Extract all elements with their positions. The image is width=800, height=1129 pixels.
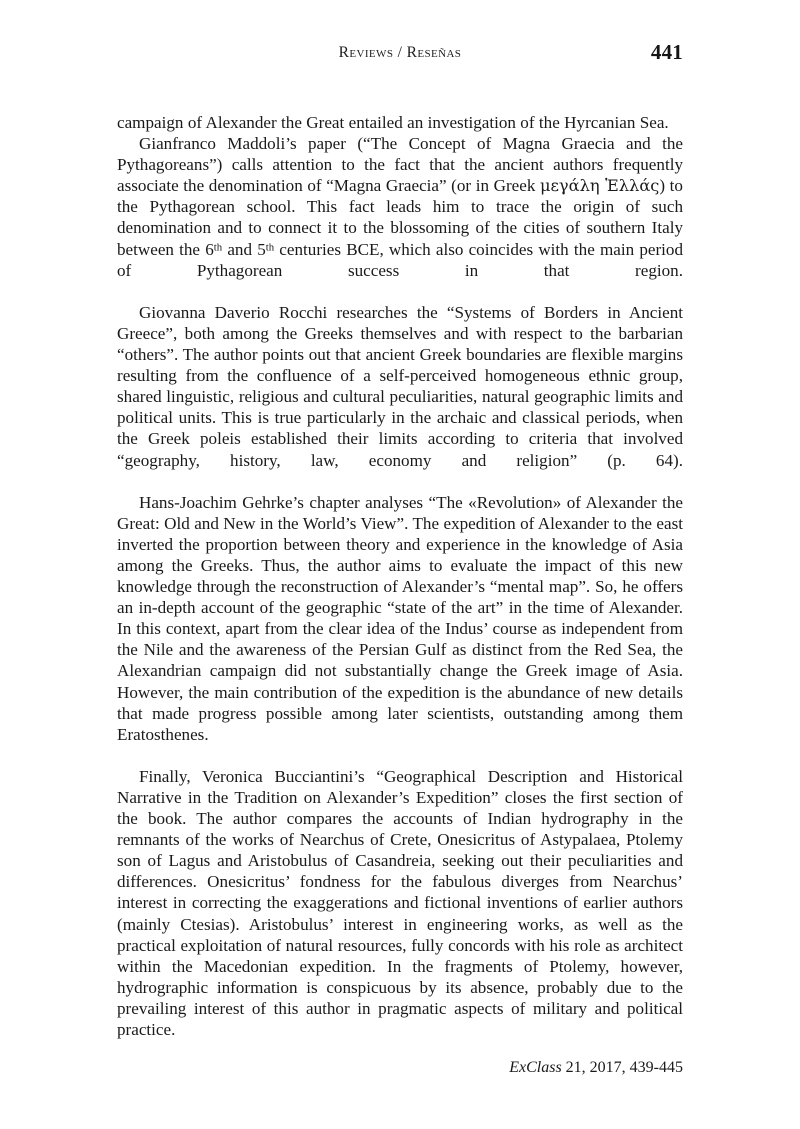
paragraph-gehrke: Hans-Joachim Gehrke’s chapter analyses “The «Revolution» of Alexander the Great: Old and New in the World’s View”. The expedition of Alexander to the east inverted the proportion between theory and experience in the knowledge of Asia among the Greeks. Thus, the author aims to evaluate the impact of this new knowledge through the reconstruction of Alexander’s “mental map”. So, he offers an in-depth account of the geographic “state of the art” in the time of Alexander. In this context, apart from the clear idea of the Indus’ course as independent from the Nile and the awareness of the Persian Gulf as distinct from the Red Sea, the Alexandrian campaign did not substantially change the Greek image of Asia. However, the main contribution of the expedition is the abundance of new details that made progress possible among later scientists, outstanding among them Eratosthenes.: [117, 492, 683, 744]
greek-phrase: μεγάλη Ἑλλάς: [539, 176, 660, 196]
paragraph-bucciantini: Finally, Veronica Bucciantini’s “Geographical Description and Historical Narrative in the Tradition on Alexander’s Expedition” closes the first section of the book. The author compares the accounts of Indian hydrography in the remnants of the works of Nearchus of Crete, Onesicritus of Astypalaea, Ptolemy son of Lagus and Aristobulus of Casandreia, seeking out their peculiarities and differences. Onesicritus’ fondness for the fabulous diverges from Nearchus’ interest in correcting the exaggerations and fictional inventions of earlier authors (mainly Ctesias). Aristobulus’ interest in engineering works, as well as the practical exploitation of natural resources, fully concords with his role as architect within the Macedonian expedition. In the fragments of Ptolemy, however, hydrographic information is conspicuous by its absence, probably due to the prevailing interest of this author in pragmatic aspects of military and political practice.: [117, 766, 683, 1040]
ordinal-suffix: th: [265, 241, 275, 254]
running-head: [117, 40, 683, 70]
page-number: 441: [650, 40, 683, 64]
paragraph-maddoli: Gianfranco Maddoli’s paper (“The Concept of Magna Graecia and the Pythagoreans”) calls attention to the fact that the ancient authors frequently associate the denomination of “Magna Graecia” (or in Greek μεγάλη Ἑλλάς) to the Pythagorean school. This fact leads him to trace the origin of such denomination and to connect it to the blossoming of the cities of southern Italy between the 6th and 5th centuries BCE, which also coincides with the main period of Pythagorean success in that region.: [117, 134, 683, 280]
journal-issue-pages: 21, 2017, 439-445: [561, 1059, 683, 1076]
paragraph-rocchi: Giovanna Daverio Rocchi researches the “Systems of Borders in Ancient Greece”, both among the Greeks themselves and with respect to the barbarian “others”. The author points out that ancient Greek boundaries are flexible margins resulting from the confluence of a self-perceived homogeneous ethnic group, shared linguistic, religious and cultural peculiarities, natural geographic limits and political units. This is true particularly in the archaic and classical periods, when the Greek poleis established their limits according to criteria that involved “geography, history, law, economy and religion” (p. 64).: [117, 302, 683, 470]
footer-citation: [117, 1059, 683, 1077]
ordinal-suffix: th: [213, 241, 223, 254]
paragraph-continuation: campaign of Alexander the Great entailed an investigation of the Hyrcanian Sea.: [117, 113, 669, 132]
journal-title: ExClass: [509, 1059, 562, 1076]
body-text-block: [117, 112, 683, 1061]
running-head-title: Reviews / Reseñas: [338, 44, 462, 61]
